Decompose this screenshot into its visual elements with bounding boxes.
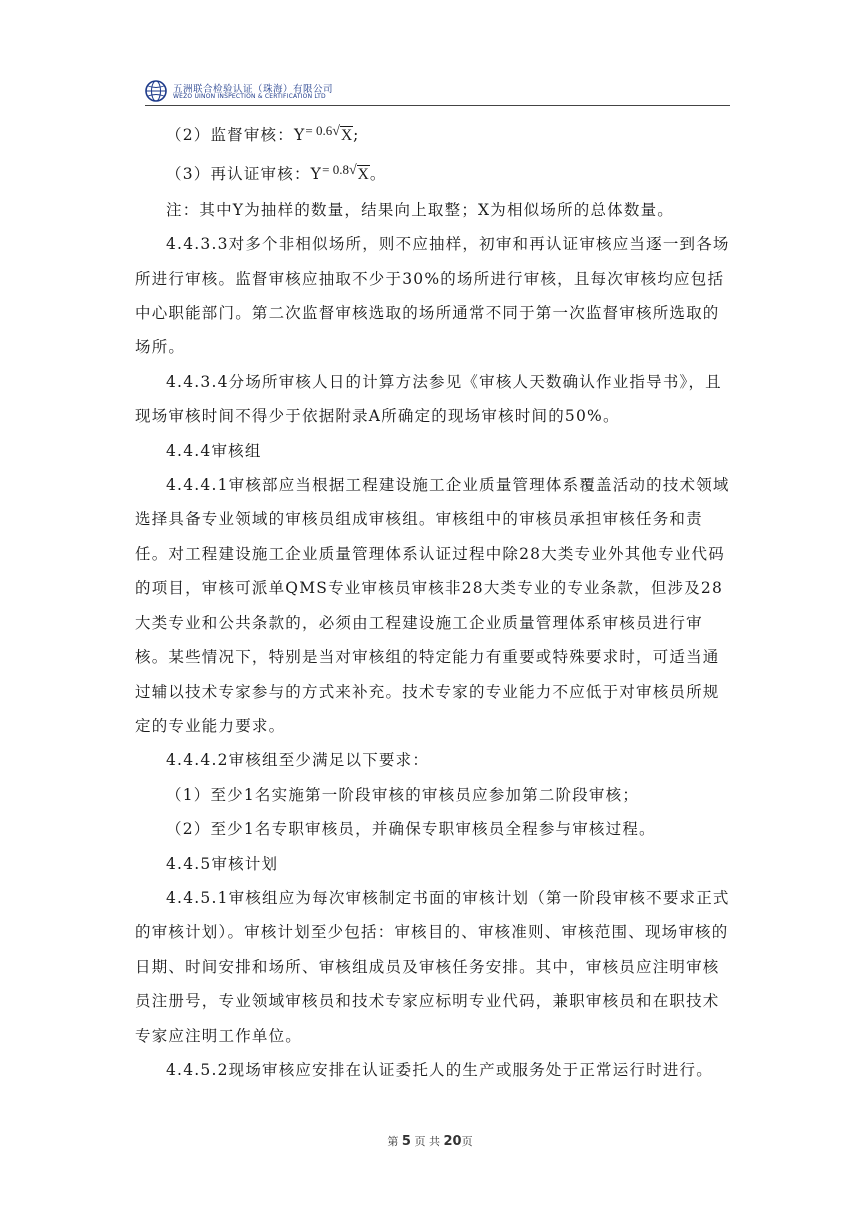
list-item: （2）至少1名专职审核员，并确保专职审核员全程参与审核过程。 (166, 820, 656, 839)
formula-expression: $^{= 0.6}$√X (305, 123, 353, 144)
footer-prefix: 第 (387, 1135, 399, 1148)
formula-label: （3）再认证审核：Y (166, 165, 323, 184)
header-divider (145, 105, 730, 106)
footer-middle: 页 共 (414, 1135, 440, 1148)
paragraph-4-4-5-2: 4.4.5.2现场审核应安排在认证委托人的生产或服务处于正常运行时进行。 (166, 1060, 713, 1079)
current-page-number: 5 (401, 1134, 411, 1149)
paragraph-4-4-3-4: 4.4.3.4分场所审核人日的计算方法参见《审核人天数确认作业指导书》，且现场审核时间不得少于依据附录A所确定的现场审核时间的50%。 (135, 372, 722, 426)
section-heading-4-4-5: 4.4.5审核计划 (166, 854, 279, 873)
page-footer (0, 1133, 860, 1149)
formula-note: 注：其中Y为抽样的数量，结果向上取整；X为相似场所的总体数量。 (166, 200, 674, 219)
list-item: （1）至少1名实施第一阶段审核的审核员应参加第二阶段审核； (166, 785, 640, 804)
document-body (135, 114, 735, 1087)
paragraph-4-4-4-2: 4.4.4.2审核组至少满足以下要求： (166, 751, 430, 770)
page-header (145, 80, 730, 106)
formula-label: （2）监督审核：Y (166, 126, 306, 144)
audit-formula-recertification: （3）再认证审核：$Y^{= 0.8}√X$。 (166, 162, 387, 184)
paragraph-4-4-3-3: 4.4.3.3对多个非相似场所，则不应抽样，初审和再认证审核应当逐一到各场所进行审核。监督审核应抽取不少于30%的场所进行审核，且每次审核均应包括中心职能部门。第二次监督审核选取的场所通常不同于第一次监督审核所选取的场所。 (135, 235, 730, 357)
audit-formula-surveillance: （2）监督审核：$Y^{= 0.6}√X$; (166, 123, 360, 144)
company-name-en: WEZO UINON INSPECTION & CERTIFICATION LTD (173, 93, 326, 100)
company-name-cn: 五洲联合检验认证（珠海）有限公司 (173, 84, 334, 95)
total-page-count: 20 (443, 1134, 462, 1149)
footer-suffix: 页 (461, 1135, 473, 1148)
sqrt-icon: √ (348, 163, 357, 179)
globe-logo-icon (145, 80, 167, 102)
section-heading-4-4-4: 4.4.4审核组 (166, 441, 262, 460)
paragraph-4-4-5-1: 4.4.5.1审核组应为每次审核制定书面的审核计划（第一阶段审核不要求正式的审核计划）。审核计划至少包括：审核目的、审核准则、审核范围、现场审核的日期、时间安排和场所、审核组成员及审核任务安排。其中，审核员应注明审核员注册号，专业领域审核员和技术专家应标明专业代码，兼职审核员和在职技术专家应注明工作单位。 (135, 888, 730, 1045)
formula-expression: $^{= 0.8}$√X (322, 162, 369, 184)
paragraph-4-4-4-1: 4.4.4.1审核部应当根据工程建设施工企业质量管理体系覆盖活动的技术领域选择具备专业领域的审核员组成审核组。审核组中的审核员承担审核任务和责任。对工程建设施工企业质量管理体系认证过程中除28大类专业外其他专业代码的项目，审核可派单QMS专业审核员审核非28大类专业的专业条款，但涉及28大类专业和公共条款的，必须由工程建设施工企业质量管理体系审核员进行审核。某些情况下，特别是当对审核组的特定能力有重要或特殊要求时，可适当通过辅以技术专家参与的方式来补充。技术专家的专业能力不应低于对审核员所规定的专业能力要求。 (135, 476, 730, 735)
sqrt-icon: √ (332, 124, 340, 139)
